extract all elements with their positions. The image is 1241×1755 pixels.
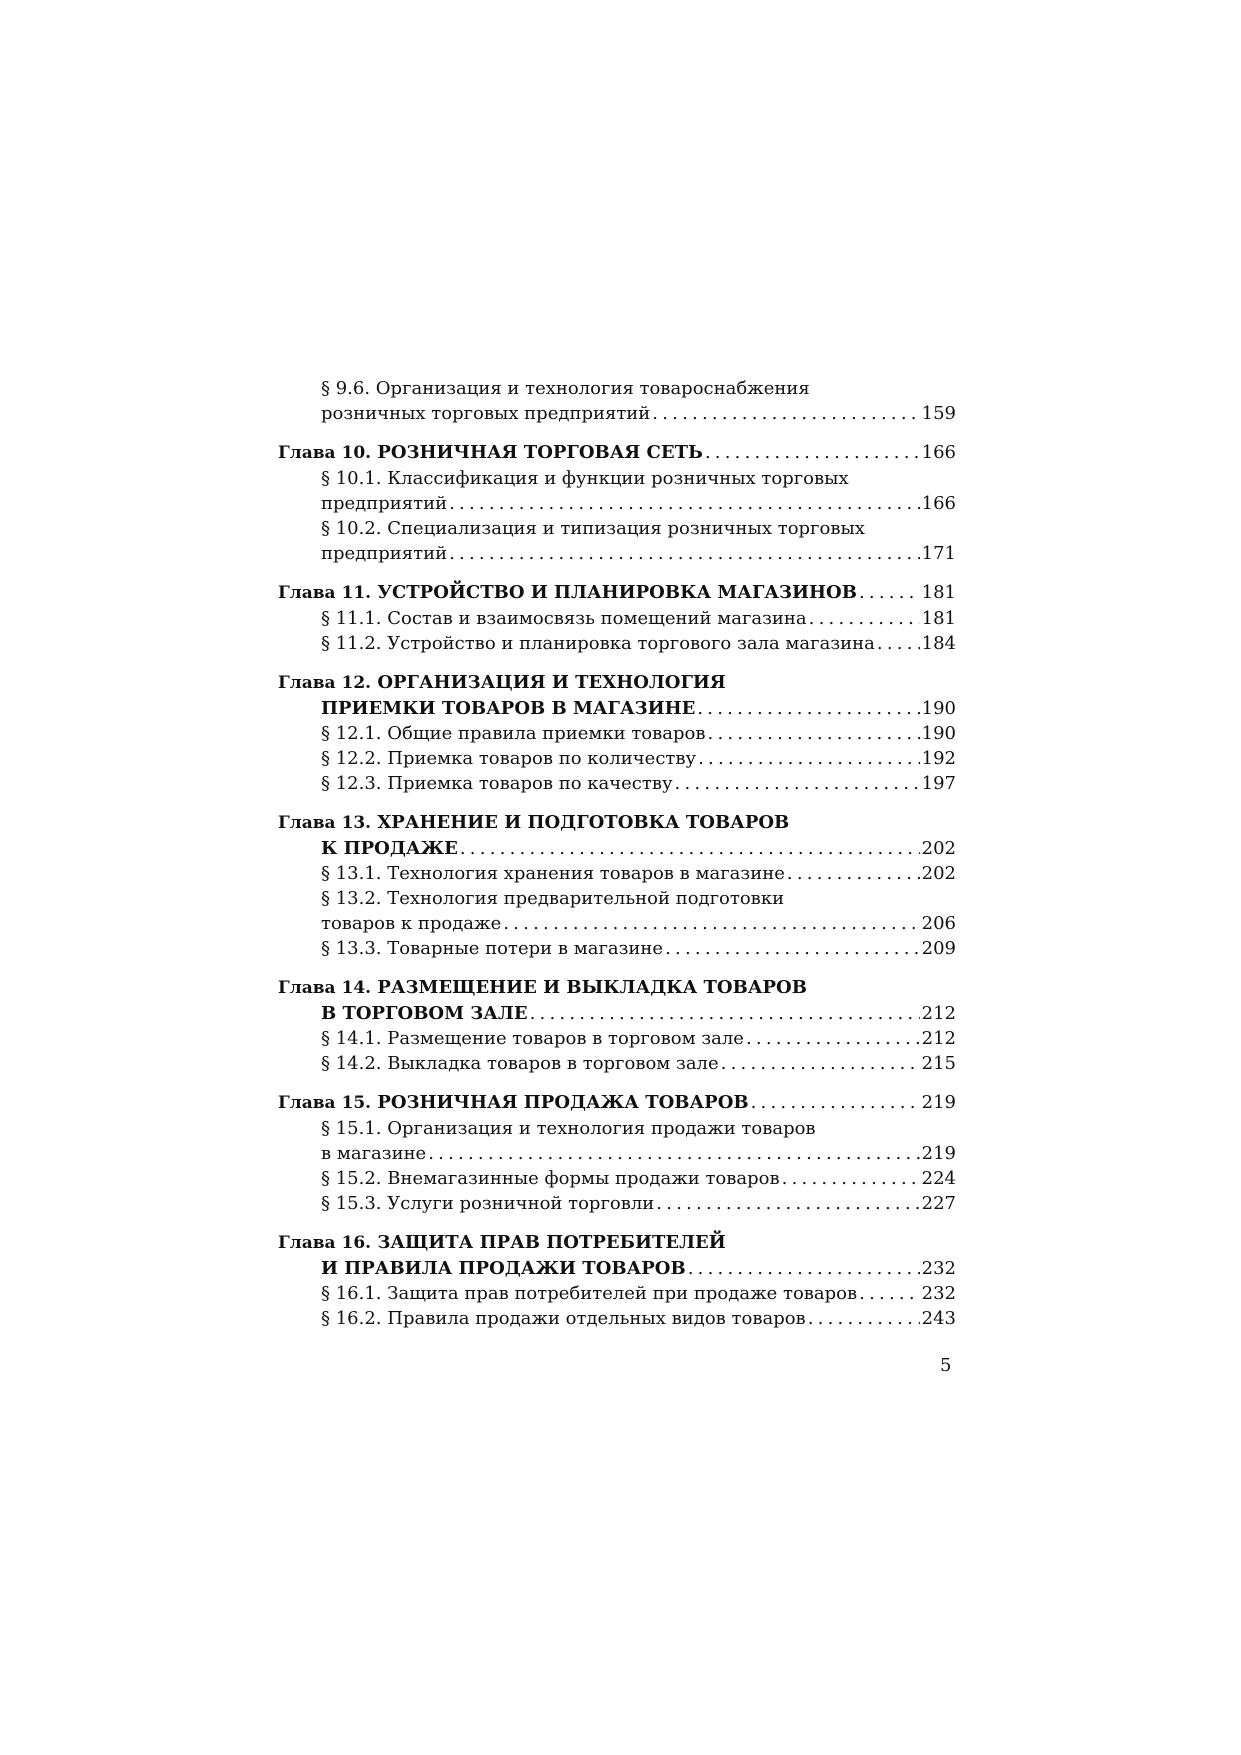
toc-entry-text: § 12.3. Приемка товаров по качеству [321, 773, 673, 794]
leader-dots [787, 861, 920, 886]
toc-entry-13-1[interactable] [278, 861, 956, 886]
toc-entry-10-2-line1 [278, 516, 956, 541]
toc-group-chapter-14 [278, 975, 956, 1076]
toc-entry-10-1[interactable] [278, 491, 956, 516]
chapter-title: РОЗНИЧНАЯ ПРОДАЖА ТОВАРОВ [377, 1092, 749, 1113]
toc-chapter-12[interactable] [278, 696, 956, 721]
toc-entry-text: § 13.1. Технология хранения товаров в магазине [321, 863, 785, 884]
toc-page-number: 224 [921, 1168, 956, 1189]
leader-dots [859, 580, 920, 605]
chapter-title: УСТРОЙСТВО И ПЛАНИРОВКА МАГАЗИНОВ [377, 582, 857, 603]
leader-dots [656, 1191, 919, 1216]
toc-page-number: 166 [921, 493, 956, 514]
toc-entry-text: § 12.2. Приемка товаров по количеству [321, 748, 697, 769]
toc-page-number: 232 [921, 1283, 956, 1304]
toc-entry-12-2[interactable] [278, 746, 956, 771]
toc-group-9-6 [278, 376, 956, 426]
leader-dots [705, 440, 920, 465]
toc-entry-text: § 14.2. Выкладка товаров в торговом зале [321, 1053, 719, 1074]
leader-dots [652, 401, 919, 426]
toc-entry-text: предприятий [321, 493, 448, 514]
toc-entry-9-6-line1 [278, 376, 956, 401]
toc-chapter-11[interactable] [278, 580, 956, 606]
toc-chapter-10[interactable] [278, 440, 956, 466]
chapter-title: В ТОРГОВОМ ЗАЛЕ [321, 1003, 528, 1024]
toc-group-chapter-15 [278, 1090, 956, 1216]
toc-entry-text: § 15.2. Внемагазинные формы продажи товаров [321, 1168, 780, 1189]
toc-entry-12-1[interactable] [278, 721, 956, 746]
chapter-title: ПРИЕМКИ ТОВАРОВ В МАГАЗИНЕ [321, 698, 696, 719]
toc-group-chapter-12 [278, 670, 956, 796]
toc-chapter-14-line1 [278, 975, 956, 1001]
toc-page-number: 243 [921, 1308, 956, 1329]
toc-entry-12-3[interactable] [278, 771, 956, 796]
leader-dots [449, 541, 920, 566]
toc-page-number: 212 [921, 1003, 956, 1024]
chapter-label: Глава 13. [278, 813, 372, 833]
toc-page-number: 219 [921, 1143, 956, 1164]
toc-group-chapter-13 [278, 810, 956, 961]
toc-page-number: 209 [921, 938, 956, 959]
toc-chapter-15[interactable] [278, 1090, 956, 1116]
toc-entry-9-6[interactable] [278, 401, 956, 426]
toc-page-number: 190 [921, 698, 956, 719]
leader-dots [428, 1141, 919, 1166]
toc-chapter-16-line1 [278, 1230, 956, 1256]
toc-page-number: 197 [921, 773, 956, 794]
toc-page-number: 184 [921, 633, 956, 654]
chapter-label: Глава 10. [278, 443, 372, 463]
leader-dots [688, 1256, 920, 1281]
toc-entry-15-1[interactable] [278, 1141, 956, 1166]
toc-chapter-16[interactable] [278, 1256, 956, 1281]
leader-dots [721, 1051, 920, 1076]
chapter-title: ОРГАНИЗАЦИЯ И ТЕХНОЛОГИЯ [377, 672, 726, 693]
leader-dots [665, 936, 920, 961]
toc-entry-text: § 13.3. Товарные потери в магазине [321, 938, 664, 959]
toc-page-number: 219 [921, 1092, 956, 1113]
toc-chapter-13-line1 [278, 810, 956, 836]
chapter-title: К ПРОДАЖЕ [321, 838, 458, 859]
toc-page-number: 215 [921, 1053, 956, 1074]
leader-dots [877, 631, 920, 656]
toc-page-number: 159 [921, 403, 956, 424]
leader-dots [809, 606, 920, 631]
leader-dots [782, 1166, 920, 1191]
toc-entry-15-2[interactable] [278, 1166, 956, 1191]
toc-page-number: 206 [921, 913, 956, 934]
toc-page-number: 232 [921, 1258, 956, 1279]
chapter-title: ХРАНЕНИЕ И ПОДГОТОВКА ТОВАРОВ [377, 812, 790, 833]
leader-dots [746, 1026, 920, 1051]
toc-entry-text: § 16.2. Правила продажи отдельных видов товаров [321, 1308, 806, 1329]
leader-dots [698, 746, 920, 771]
toc-entry-10-1-line1 [278, 466, 956, 491]
toc-entry-text: предприятий [321, 543, 448, 564]
leader-dots [808, 1306, 920, 1331]
leader-dots [530, 1001, 920, 1026]
toc-entry-text: розничных торговых предприятий [321, 403, 651, 424]
toc-entry-text: § 14.1. Размещение товаров в торговом зале [321, 1028, 744, 1049]
toc-entry-13-2-line1 [278, 886, 956, 911]
toc-entry-11-2[interactable] [278, 631, 956, 656]
toc-entry-15-3[interactable] [278, 1191, 956, 1216]
page-number: 5 [940, 1355, 952, 1376]
table-of-contents [278, 376, 956, 1345]
toc-group-chapter-10 [278, 440, 956, 566]
chapter-label: Глава 14. [278, 978, 372, 998]
toc-chapter-14[interactable] [278, 1001, 956, 1026]
toc-page-number: 190 [921, 723, 956, 744]
toc-entry-16-1[interactable] [278, 1281, 956, 1306]
toc-entry-text: § 10.2. Специализация и типизация розничных торговых [321, 518, 865, 539]
toc-entry-text: § 11.2. Устройство и планировка торгового зала магазина [321, 633, 875, 654]
leader-dots [675, 771, 920, 796]
toc-page-number: 212 [921, 1028, 956, 1049]
toc-page-number: 192 [921, 748, 956, 769]
leader-dots [697, 696, 919, 721]
toc-entry-text: § 11.1. Состав и взаимосвязь помещений магазина [321, 608, 807, 629]
leader-dots [751, 1090, 920, 1115]
toc-entry-text: в магазине [321, 1143, 427, 1164]
toc-entry-text: § 12.1. Общие правила приемки товаров [321, 723, 706, 744]
toc-entry-text: § 10.1. Классификация и функции розничных торговых [321, 468, 849, 489]
toc-chapter-12-line1 [278, 670, 956, 696]
chapter-label: Глава 11. [278, 583, 372, 603]
toc-chapter-13[interactable] [278, 836, 956, 861]
toc-entry-16-2[interactable] [278, 1306, 956, 1331]
chapter-label: Глава 16. [278, 1233, 372, 1253]
toc-entry-text: § 9.6. Организация и технология товароснабжения [321, 378, 810, 399]
toc-entry-text: § 15.1. Организация и технология продажи товаров [321, 1118, 816, 1139]
chapter-label: Глава 12. [278, 673, 372, 693]
leader-dots [503, 911, 919, 936]
toc-page-number: 171 [921, 543, 956, 564]
toc-entry-10-2[interactable] [278, 541, 956, 566]
toc-entry-text: товаров к продаже [321, 913, 502, 934]
chapter-label: Глава 15. [278, 1093, 372, 1113]
toc-entry-13-2[interactable] [278, 911, 956, 936]
toc-page-number: 227 [921, 1193, 956, 1214]
chapter-title: РОЗНИЧНАЯ ТОРГОВАЯ СЕТЬ [377, 442, 703, 463]
leader-dots [449, 491, 920, 516]
toc-entry-11-1[interactable] [278, 606, 956, 631]
toc-entry-text: § 15.3. Услуги розничной торговли [321, 1193, 655, 1214]
toc-page-number: 202 [921, 838, 956, 859]
toc-entry-15-1-line1 [278, 1116, 956, 1141]
toc-entry-14-2[interactable] [278, 1051, 956, 1076]
toc-group-chapter-11 [278, 580, 956, 656]
toc-entry-text: § 13.2. Технология предварительной подготовки [321, 888, 785, 909]
toc-group-chapter-16 [278, 1230, 956, 1331]
toc-page-number: 181 [921, 582, 956, 603]
toc-entry-13-3[interactable] [278, 936, 956, 961]
chapter-title: И ПРАВИЛА ПРОДАЖИ ТОВАРОВ [321, 1258, 686, 1279]
leader-dots [859, 1281, 919, 1306]
chapter-title: РАЗМЕЩЕНИЕ И ВЫКЛАДКА ТОВАРОВ [377, 977, 807, 998]
leader-dots [460, 836, 920, 861]
chapter-title: ЗАЩИТА ПРАВ ПОТРЕБИТЕЛЕЙ [377, 1232, 726, 1253]
toc-page-number: 202 [921, 863, 956, 884]
toc-entry-text: § 16.1. Защита прав потребителей при продаже товаров [321, 1283, 858, 1304]
toc-entry-14-1[interactable] [278, 1026, 956, 1051]
leader-dots [708, 721, 920, 746]
toc-page-number: 181 [921, 608, 956, 629]
toc-page-number: 166 [921, 442, 956, 463]
